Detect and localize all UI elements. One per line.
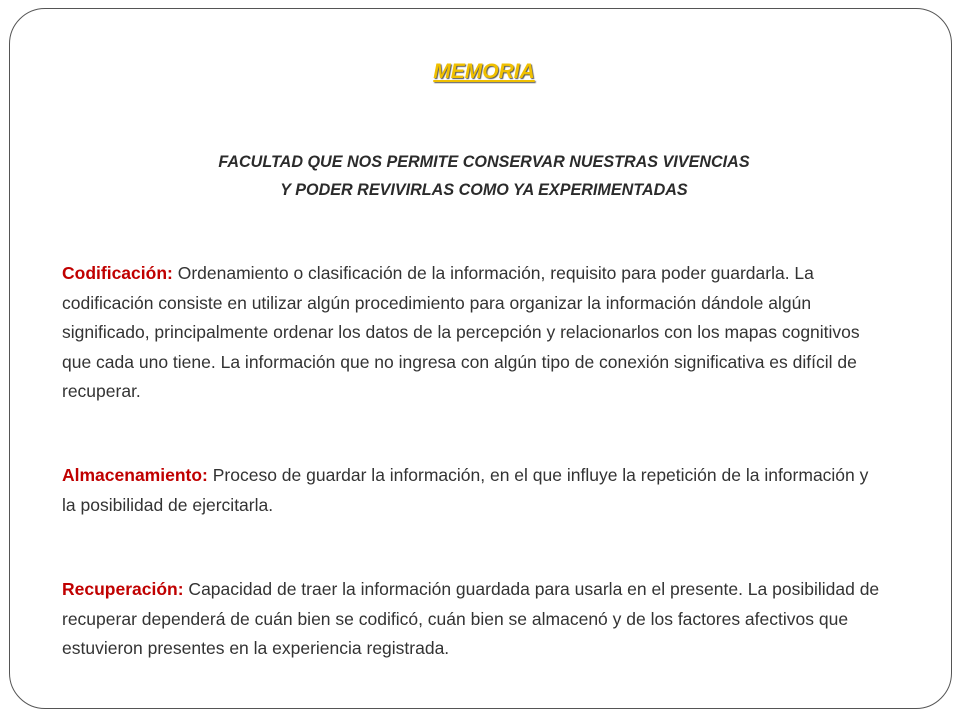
section-almacenamiento <box>62 461 882 520</box>
section-recuperacion <box>62 575 882 664</box>
section-text-codificacion: Ordenamiento o clasificación de la información, requisito para poder guardarla. La codificación consiste en utilizar algún procedimiento para organizar la información dándole algún significado, principalmente ordenar los datos de la percepción y relacionarlos con los mapas cognitivos que cada uno tiene. La información que no ingresa con algún tipo de conexión significativa es difícil de recuperar. <box>62 263 860 401</box>
subtitle-line-2: Y PODER REVIVIRLAS COMO YA EXPERIMENTADAS <box>280 180 688 199</box>
slide-title: MEMORIA <box>433 60 535 83</box>
slide-subtitle <box>24 148 944 204</box>
subtitle-line-1: FACULTAD QUE NOS PERMITE CONSERVAR NUESTRAS VIVENCIAS <box>218 152 750 171</box>
section-term-almacenamiento: Almacenamiento: <box>62 465 208 485</box>
section-term-recuperacion: Recuperación: <box>62 579 184 599</box>
section-term-codificacion: Codificación: <box>62 263 173 283</box>
section-codificacion <box>62 259 882 407</box>
section-text-recuperacion: Capacidad de traer la información guardada para usarla en el presente. La posibilidad de recuperar dependerá de cuán bien se codificó, cuán bien se almacenó y de los factores afectivos que estuvieron presentes en la experiencia registrada. <box>62 579 880 658</box>
section-text-almacenamiento: Proceso de guardar la información, en el que influye la repetición de la información y la posibilidad de ejercitarla. <box>62 465 869 515</box>
